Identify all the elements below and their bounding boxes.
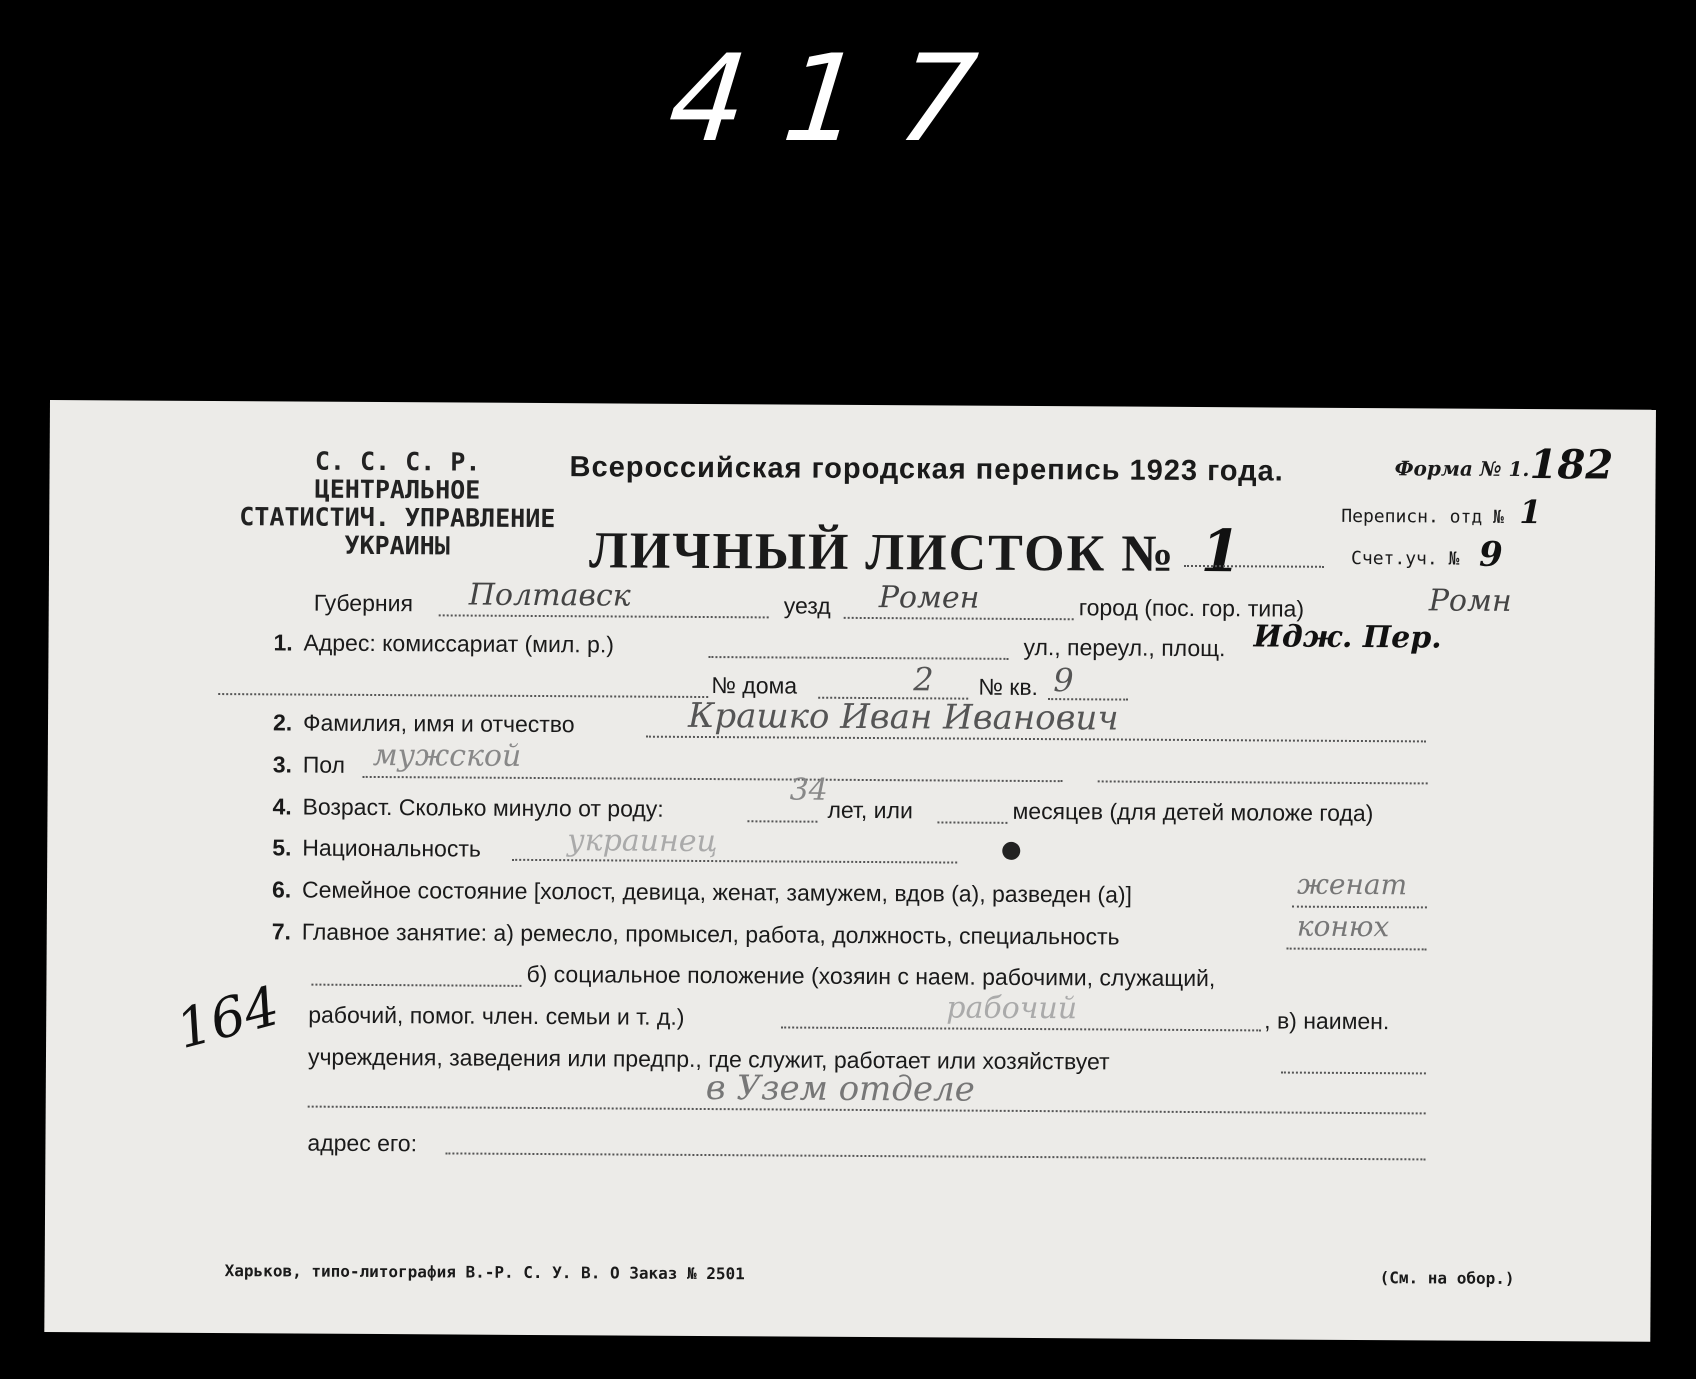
census-dept-label: Переписн. отд № <box>1341 505 1504 528</box>
issuing-organization <box>239 447 556 561</box>
org-line-1: С. С. С. Р. <box>314 446 481 477</box>
printer-imprint: Харьков, типо-литография В.-Р. С. У. В. О Заказ № 2501 <box>224 1261 745 1284</box>
form-label: Форма № 1. <box>1394 456 1530 482</box>
sex-label: Пол <box>302 751 346 778</box>
count-area-label: Счет.уч. № <box>1350 547 1460 570</box>
guberniya-label: Губерния <box>313 589 414 617</box>
nationality-value: украинец <box>567 823 718 860</box>
census-form-card <box>44 400 1656 1342</box>
uezd-label: уезд <box>783 592 831 619</box>
nationality-label: Национальность <box>302 834 481 862</box>
age-value: 34 <box>789 772 828 808</box>
occupation-label-b: б) социальное положение (хозяин с наем. рабочими, служащий, <box>526 960 1216 992</box>
sex-value: мужской <box>372 737 522 774</box>
org-line-4: УКРАИНЫ <box>344 530 450 561</box>
city-label: город (пос. гор. типа) <box>1078 594 1305 622</box>
guberniya-value: Полтавск <box>468 577 631 614</box>
nationality-number: 5. <box>272 834 292 861</box>
form-hand-number: 182 <box>1529 441 1614 489</box>
workplace-address-label: адрес его: <box>307 1129 418 1157</box>
house-value: 2 <box>913 660 934 699</box>
family-value: женат <box>1296 867 1408 902</box>
occupation-label-a: Главное занятие: а) ремесло, промысел, работа, должность, специальность <box>301 918 1120 950</box>
census-title: Всероссийская городская перепись 1923 года. <box>569 451 1284 488</box>
sex-number: 3. <box>272 751 293 778</box>
apartment-value: 9 <box>1053 661 1074 700</box>
frame-number: 417 <box>662 30 1021 169</box>
occupation-label-b2: рабочий, помог. член. семьи и т. д.) <box>308 1001 685 1030</box>
street-value: Идж. Пер. <box>1253 619 1442 656</box>
apartment-label: № кв. <box>978 673 1039 701</box>
name-value: Крашко Иван Иванович <box>687 695 1119 739</box>
family-number: 6. <box>271 876 292 903</box>
address-label: Адрес: комиссариат (мил. р.) <box>303 629 615 658</box>
occupation-label-c: , в) наимен. <box>1264 1007 1390 1035</box>
house-label: № дома <box>711 672 798 699</box>
family-label: Семейное состояние [холост, девица, женат, замужем, вдов (а), разведен (а)] <box>301 876 1133 908</box>
document-number: 1 <box>1200 517 1244 586</box>
occupation-value-b: рабочий <box>946 990 1078 1027</box>
name-number: 2. <box>272 709 293 736</box>
occupation-label-c2: учреждения, заведения или предпр., где служит, работает или хозяйствует <box>307 1043 1110 1075</box>
street-label: ул., переул., площ. <box>1023 633 1226 662</box>
age-label: Возраст. Сколько минуло от роду: <box>302 793 664 822</box>
age-years-label: лет, или <box>827 796 913 824</box>
uezd-value: Ромен <box>878 580 980 616</box>
occupation-value-a: конюх <box>1296 909 1390 944</box>
occupation-number: 7. <box>271 918 292 945</box>
name-label: Фамилия, имя и отчество <box>302 709 575 738</box>
org-line-2: ЦЕНТРАЛЬНОЕ <box>314 474 481 505</box>
occupation-value-c: в Узем отделе <box>705 1068 975 1110</box>
turn-over-note: (См. на обор.) <box>1379 1268 1515 1288</box>
age-number: 4. <box>272 793 292 820</box>
document-title <box>589 513 1243 585</box>
count-area-value: 9 <box>1478 534 1503 575</box>
document-title-text: ЛИЧНЫЙ ЛИСТОК № <box>588 522 1176 583</box>
margin-note: 164 <box>169 974 286 1062</box>
org-line-3: СТАТИСТИЧ. УПРАВЛЕНИЕ <box>239 502 556 534</box>
city-value: Ромн <box>1428 583 1512 619</box>
age-months-label: месяцев (для детей моложе года) <box>1012 797 1374 827</box>
census-dept-value: 1 <box>1519 492 1542 532</box>
address-number: 1. <box>273 629 293 656</box>
